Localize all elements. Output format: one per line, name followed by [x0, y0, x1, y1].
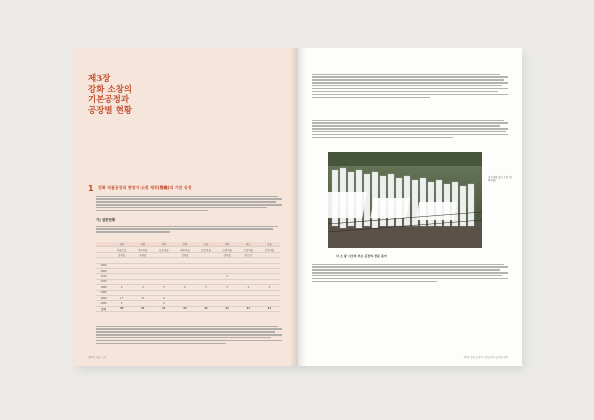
table-cell: 강화	[153, 242, 174, 247]
table-cell: 강화직물	[132, 247, 153, 252]
table-cell: 2	[217, 274, 238, 279]
table-cell: 4	[153, 295, 174, 300]
table-cell: 강화	[174, 242, 195, 247]
table-cell: 4	[111, 285, 132, 290]
table-cell: 21	[238, 306, 259, 311]
chapter-line: 기본공정과	[88, 95, 130, 105]
table-cell: 강화읍	[174, 252, 195, 257]
factory-table	[96, 242, 280, 312]
drying-cloth-photo	[328, 152, 482, 248]
section-title: 강화 직물공장의 현장기·소창 제직(製織)의 기본 공정	[98, 185, 192, 190]
table-cell: 21	[174, 306, 195, 311]
table-cell: 4	[132, 285, 153, 290]
table-cell: 17	[111, 295, 132, 300]
left-page	[74, 48, 298, 366]
right-footer: 제3장 강화 소창의 기본공정과 공장별 현황	[463, 356, 508, 359]
table-cell: 강화읍	[217, 252, 238, 257]
table-cell: 4	[111, 301, 132, 306]
book-gutter	[290, 48, 306, 366]
section-number: 1	[88, 184, 94, 193]
right-body-text-bottom	[312, 262, 508, 284]
table-cell: 강화	[111, 242, 132, 247]
table-cell: 동흥직물	[153, 247, 174, 252]
table-cell: 강화	[132, 242, 153, 247]
photo-illustration	[328, 152, 482, 248]
body-text-block-2	[96, 224, 282, 234]
right-page	[298, 48, 522, 366]
table-cell: 4	[238, 285, 259, 290]
table-cell: 삼성직물	[259, 247, 280, 252]
chapter-line: 강화 소창의	[88, 84, 133, 95]
table-cell: 5	[153, 285, 174, 290]
left-footer: 강화의 직물, 소창	[88, 356, 107, 359]
table-cell: 1960	[96, 268, 111, 273]
table-cell: 21	[153, 306, 174, 311]
table-cell: 1990	[96, 295, 111, 300]
table-cell: 강화	[217, 242, 238, 247]
book-spread	[74, 48, 522, 366]
table-cell: 1995	[96, 301, 111, 306]
right-body-text-mid	[312, 118, 508, 140]
subheading: 가) 일반현황	[96, 218, 116, 222]
chapter-line: 제3장	[88, 74, 111, 84]
photo-side-caption: 건조대에 널린 소창 (강화직물)	[488, 176, 512, 183]
chapter-title	[88, 74, 132, 116]
table-cell: 21	[217, 306, 238, 311]
chapter-line: 공장별 현황	[88, 105, 133, 116]
table-cell: 6	[174, 285, 195, 290]
table-cell: 강화읍	[132, 252, 153, 257]
table-cell: 4	[153, 301, 174, 306]
photo-caption-title: 사 소 광 시코의 부요 공장의 전분 풀어	[336, 254, 387, 258]
table-cell: 조양직물	[217, 247, 238, 252]
table-cell: 화도	[238, 242, 259, 247]
table-cell: 3	[196, 285, 217, 290]
table-row	[96, 247, 280, 252]
table-cell: 21	[196, 306, 217, 311]
table-cell: 17	[132, 295, 153, 300]
table-cell: 25	[111, 306, 132, 311]
table-cell: 1980	[96, 285, 111, 290]
body-text-block	[96, 194, 282, 213]
table-cell: 화도면	[238, 252, 259, 257]
table-cell: 합계	[96, 306, 111, 311]
table-cell: 4	[259, 285, 280, 290]
table-row	[96, 306, 280, 311]
table-cell: 1950	[96, 263, 111, 268]
table-cell: 3	[217, 285, 238, 290]
table-cell: 교동	[259, 242, 280, 247]
table-cell: 강화읍	[111, 252, 132, 257]
table-cell: 21	[259, 306, 280, 311]
table-cell: 대화직물	[174, 247, 195, 252]
body-text-block-3	[96, 324, 282, 346]
table-cell: 동일직물	[196, 247, 217, 252]
table-cell: 1985	[96, 290, 111, 295]
table-cell: 1975	[96, 279, 111, 284]
right-body-text-top	[312, 72, 508, 100]
table-cell: 1970	[96, 274, 111, 279]
table-cell: 소창직물	[238, 247, 259, 252]
table-cell: 교동	[196, 242, 217, 247]
table-cell: 21	[132, 306, 153, 311]
table-cell: 직물조합	[111, 247, 132, 252]
